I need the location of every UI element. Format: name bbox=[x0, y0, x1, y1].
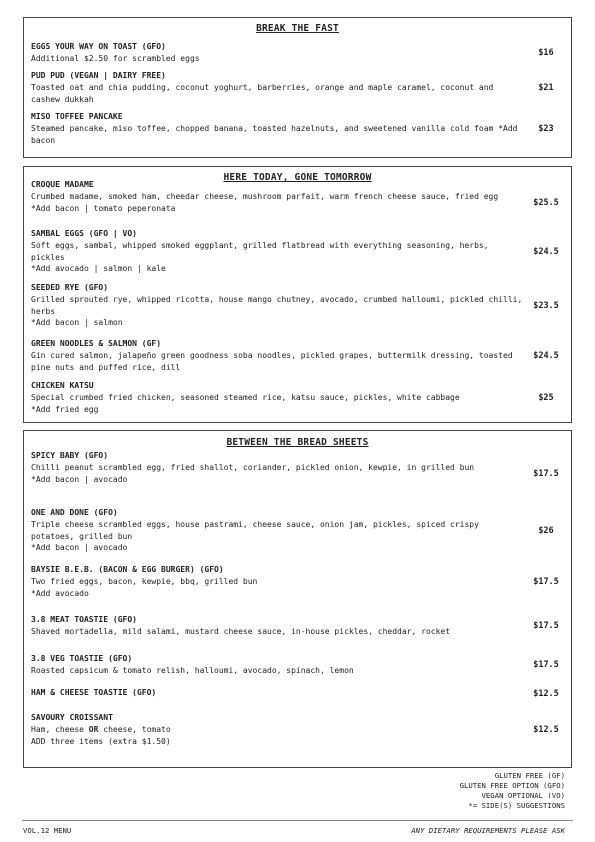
item-addon: *Add avocado | salmon | kale bbox=[31, 264, 166, 273]
item-price: $12.5 bbox=[533, 725, 559, 735]
section-between-the-bread-sheets bbox=[23, 430, 572, 768]
item-addon: *Add avocado bbox=[31, 588, 89, 598]
footer-volume: VOL.12 MENU bbox=[23, 826, 72, 835]
menu-item bbox=[31, 687, 566, 700]
menu-item bbox=[31, 653, 566, 677]
item-price: $17.5 bbox=[533, 577, 559, 587]
item-description: Roasted capsicum & tomato relish, halloumi, avocado, spinach, lemon bbox=[31, 666, 354, 675]
footer-divider bbox=[22, 820, 573, 821]
item-addon: *Add bacon | tomato peperonata bbox=[31, 203, 176, 213]
item-price: $25.5 bbox=[533, 197, 559, 208]
item-description: Crumbed madame, smoked ham, cheedar cheese, mushroom parfait, warm french cheese sauce, fried egg bbox=[31, 192, 499, 201]
item-addon: ADD three items (extra $1.50) bbox=[31, 736, 171, 746]
section-title: BETWEEN THE BREAD SHEETS bbox=[226, 437, 369, 448]
item-description: Grilled sprouted rye, whipped ricotta, house mango chutney, avocado, crumbed halloumi, pickled chilli, herbs bbox=[31, 295, 523, 316]
item-price: $16 bbox=[538, 48, 554, 58]
item-name: SEEDED RYE (GFO) bbox=[31, 283, 109, 292]
menu-item bbox=[31, 228, 566, 275]
item-description: Chilli peanut scrambled egg, fried shallot, coriander, pickled onion, kewpie, in grilled bun bbox=[31, 463, 475, 472]
item-price: $17.5 bbox=[533, 660, 559, 670]
legend-item: *= SIDE(S) SUGGESTIONS bbox=[468, 801, 565, 810]
legend-item: GLUTEN FREE (GF) bbox=[494, 771, 565, 780]
item-price: $17.5 bbox=[533, 621, 559, 631]
item-description: Additional $2.50 for scrambled eggs bbox=[31, 54, 200, 63]
item-name: BAYSIE B.E.B. (BACON & EGG BURGER) (GFO) bbox=[31, 565, 224, 574]
item-name: SAMBAL EGGS (GFO | VO) bbox=[31, 229, 137, 238]
desc-emphasis: OR bbox=[88, 725, 99, 734]
menu-item bbox=[31, 450, 566, 498]
menu-item bbox=[31, 179, 566, 226]
item-price: $23.5 bbox=[533, 300, 559, 311]
item-addon: *Add bacon | salmon bbox=[31, 318, 123, 327]
section-break-the-fast bbox=[23, 17, 572, 158]
item-name: MISO TOFFEE PANCAKE bbox=[31, 112, 123, 121]
section-here-today-gone-tomorrow bbox=[23, 166, 572, 423]
menu-item bbox=[31, 41, 566, 65]
item-description: Shaved mortadella, mild salami, mustard cheese sauce, in-house pickles, cheddar, rocket bbox=[31, 627, 451, 636]
menu-item bbox=[31, 712, 566, 748]
item-name: 3.8 VEG TOASTIE (GFO) bbox=[31, 654, 133, 663]
dietary-legend bbox=[460, 771, 565, 811]
item-description: Steamed pancake, miso toffee, chopped banana, toasted hazelnuts, and sweetened vanilla cold foam *Add bacon bbox=[31, 124, 518, 145]
item-price: $24.5 bbox=[533, 246, 559, 257]
menu-item bbox=[31, 111, 566, 147]
section-title: BREAK THE FAST bbox=[256, 23, 339, 34]
item-price: $24.5 bbox=[533, 351, 559, 361]
item-name: ONE AND DONE (GFO) bbox=[31, 508, 118, 517]
item-name: SAVOURY CROISSANT bbox=[31, 713, 113, 722]
item-name: CROQUE MADAME bbox=[31, 180, 94, 189]
item-name: 3.8 MEAT TOASTIE (GFO) bbox=[31, 615, 137, 624]
legend-item: GLUTEN FREE OPTION (GFO) bbox=[459, 781, 565, 790]
item-price: $17.5 bbox=[533, 469, 559, 479]
menu-item bbox=[31, 380, 566, 416]
item-description: Special crumbed fried chicken, seasoned steamed rice, katsu sauce, pickles, white cabbage bbox=[31, 393, 460, 402]
item-description: Soft eggs, sambal, whipped smoked eggplant, grilled flatbread with everything seasoning, herbs, pickles bbox=[31, 241, 489, 262]
item-price: $26 bbox=[538, 526, 554, 536]
item-description: Two fried eggs, bacon, kewpie, bbq, grilled bun bbox=[31, 577, 258, 586]
item-price: $25 bbox=[538, 393, 554, 403]
item-description: Toasted oat and chia pudding, coconut yoghurt, barberries, orange and maple caramel, coconut and cashew dukkah bbox=[31, 83, 494, 104]
item-name: PUD PUD (VEGAN | DAIRY FREE) bbox=[31, 71, 166, 80]
item-price: $12.5 bbox=[533, 688, 559, 699]
item-description bbox=[31, 724, 523, 736]
legend-item: VEGAN OPTIONAL (VO) bbox=[481, 791, 565, 800]
section-title: HERE TODAY, GONE TOMORROW bbox=[223, 172, 372, 183]
footer-dietary-note: ANY DIETARY REQUIREMENTS PLEASE ASK bbox=[411, 826, 565, 835]
menu-item bbox=[31, 338, 566, 374]
item-addon: *Add bacon | avocado bbox=[31, 474, 128, 484]
item-addon: *Add bacon | avocado bbox=[31, 543, 128, 552]
menu-item bbox=[31, 282, 566, 329]
item-price: $23 bbox=[538, 124, 554, 134]
item-name: CHICKEN KATSU bbox=[31, 381, 94, 390]
item-name: SPICY BABY (GFO) bbox=[31, 451, 109, 460]
menu-item bbox=[31, 564, 566, 600]
item-addon: *Add fried egg bbox=[31, 404, 99, 414]
menu-item bbox=[31, 507, 566, 555]
item-name: HAM & CHEESE TOASTIE (GFO) bbox=[31, 688, 157, 697]
desc-text: Ham, cheese bbox=[31, 725, 89, 734]
item-description: Triple cheese scrambled eggs, house pastrami, cheese sauce, onion jam, pickles, spiced crispy potatoes, grilled bun bbox=[31, 520, 479, 541]
item-name: GREEN NOODLES & SALMON (GF) bbox=[31, 339, 162, 348]
item-description: Gin cured salmon, jalapeño green goodness soba noodles, pickled grapes, buttermilk dressing, toasted pine nuts and puffed rice, dill bbox=[31, 351, 513, 372]
desc-text: cheese, tomato bbox=[98, 725, 171, 734]
item-price: $21 bbox=[538, 83, 554, 93]
menu-item bbox=[31, 70, 566, 106]
item-name: EGGS YOUR WAY ON TOAST (GFO) bbox=[31, 42, 166, 51]
menu-item bbox=[31, 614, 566, 638]
